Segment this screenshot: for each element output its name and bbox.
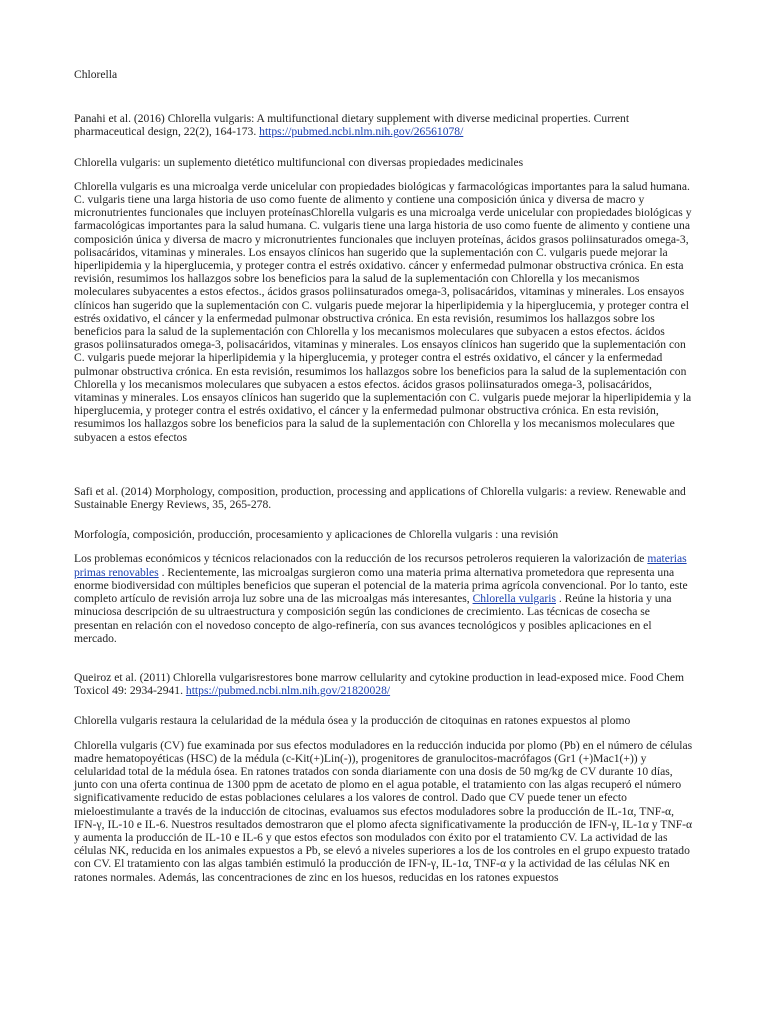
citation <box>74 112 696 138</box>
citation: Safi et al. (2014) Morphology, composition, production, processing and applications of Chlorella vulgaris: a review. Renewable and Sustainable Energy Reviews, 35, 265-278. <box>74 484 686 512</box>
citation-text: Panahi et al. (2016) Chlorella vulgaris: A multifunctional dietary supplement with diverse medicinal properties. Current pharmaceutical design, 22(2), 164-173. <box>74 112 630 139</box>
abstract-part: . Reúne la historia y una minuciosa descripción de su ultraestructura y composición según las condiciones de crecimiento. Las técnicas de cosecha se presentan en relación con el novedoso concepto de algo-refinería, con sus avances tecnológicos y posibles aplicaciones en el mercado. <box>74 592 672 645</box>
translated-title: Chlorella vulgaris restaura la celularidad de la médula ósea y la producción de citoquinas en ratones expuestos al plomo <box>74 714 631 728</box>
citation-text: Queiroz et al. (2011) Chlorella vulgarisrestores bone marrow cellularity and cytokine production in lead-exposed mice. Food Chem Toxicol 49: 2934-2941. <box>74 670 684 698</box>
citation <box>74 671 696 697</box>
abstract-text: Chlorella vulgaris es una microalga verde unicelular con propiedades biológicas y farmacológicas importantes para la salud humana. C. vulgaris tiene una larga historia de uso como fuente de alimento y contiene una composición única y diversa de macro y micronutrientes funcionales que incluyen proteínasChlorella vulgaris es una microalga verde unicelular con propiedades biológicas y farmacológicas importantes para la salud humana. C. vulgaris tiene una larga historia de uso como fuente de alimento y contiene una composición única y diversa de macro y micronutrientes funcionales que incluyen proteínas, ácidos grasos poliinsaturados omega-3, polisacáridos, vitaminas y minerales. Los ensayos clínicos han sugerido que la suplementación con C. vulgaris puede mejorar la hiperlipidemia y la hiperglucemia, y proteger contra el estrés oxidativo. cáncer y enfermedad pulmonar obstructiva crónica. En esta revisión, resumimos los hallazgos sobre los beneficios para la salud de la suplementación con Chlorella y los mecanismos moleculares subyacentes a estos efectos., ácidos grasos poliinsaturados omega-3, polisacáridos, vitaminas y minerales. Los ensayos clínicos han sugerido que la suplementación con C. vulgaris puede mejorar la hiperlipidemia y la hiperglucemia, y proteger contra el estrés oxidativo, el cáncer y la enfermedad pulmonar obstructiva crónica. En esta revisión, resumimos los hallazgos sobre los beneficios para la salud de la suplementación con Chlorella y los mecanismos moleculares que subyacen a estos efectos. ácidos grasos poliinsaturados omega-3, polisacáridos, vitaminas y minerales. Los ensayos clínicos han sugerido que la suplementación con C. vulgaris puede mejorar la hiperlipidemia y la hiperglucemia, y proteger contra el estrés oxidativo, el cáncer y la enfermedad pulmonar obstructiva crónica. En esta revisión, resumimos los hallazgos sobre los beneficios para la salud de la suplementación con Chlorella y los mecanismos moleculares que subyacen a estos efectos. ácidos grasos poliinsaturados omega-3, polisacáridos, vitaminas y minerales. Los ensayos clínicos han sugerido que la suplementación con C. vulgaris puede mejorar la hiperlipidemia y la hiperglucemia, y proteger contra el estrés oxidativo, el cáncer y la enfermedad pulmonar obstructiva crónica. En esta revisión, resumimos los hallazgos sobre los beneficios para la salud de la suplementación con Chlorella y los mecanismos moleculares que subyacen a estos efectos <box>74 179 692 444</box>
translated-title: Morfología, composición, producción, procesamiento y aplicaciones de Chlorella vulgaris : una revisión <box>74 528 559 542</box>
document-page <box>74 68 696 884</box>
pubmed-link[interactable]: https://pubmed.ncbi.nlm.nih.gov/21820028/ <box>185 684 391 698</box>
reference-safi <box>74 485 696 645</box>
abstract-text <box>74 552 696 644</box>
abstract-part: Los problemas económicos y técnicos relacionados con la reducción de los recursos petroleros requieren la valorización de <box>74 552 648 566</box>
abstract-part: . Recientemente, las microalgas surgieron como una materia prima alternativa prometedora que representa una enorme biodiversidad con múltiples beneficios que superan el potencial de la materia prima agrícola convencional. Por lo tanto, este completo artículo de revisión arroja luz sobre una de las microalgas más interesantes, <box>74 565 688 606</box>
abstract-text: Chlorella vulgaris (CV) fue examinada por sus efectos moduladores en la reducción inducida por plomo (Pb) en el número de células madre hematopoyéticas (HSC) de la médula (c-Kit(+)Lin(-)), progenitores de granulocitos-macrófagos (Gr1 (+)Mac1(+)) y celularidad total de la médula ósea. En ratones tratados con sonda diariamente con una dosis de 50 mg/kg de CV durante 10 días, junto con una oferta continua de 1300 ppm de acetato de plomo en el agua potable, el tratamiento con las algas recuperó el número significativamente reducido de estas poblaciones celulares a los valores de control. Dado que CV puede tener un efecto mieloestimulante a través de la inducción de citocinas, evaluamos sus efectos moduladores sobre la producción de IL-1α, TNF-α, IFN-γ, IL-10 e IL-6. Nuestros resultados demostraron que el plomo afecta significativamente la producción de IFN-γ, IL-1α y TNF-α y aumenta la producción de IL-10 e IL-6 y que estos efectos son modulados con éxito por el tratamiento CV. La actividad de las células NK, reducida en los animales expuestos a Pb, se elevó a niveles superiores a los de los controles en el grupo expuesto tratado con CV. El tratamiento con las algas también estimuló la producción de IFN-γ, IL-1α, TNF-α y la actividad de las células NK en ratones normales. Además, las concentraciones de zinc en los huesos, reducidas en los ratones expuestos <box>74 738 693 884</box>
chlorella-vulgaris-link[interactable]: Chlorella vulgaris <box>472 592 556 606</box>
renewable-feedstocks-link[interactable]: materias primas renovables <box>74 552 687 579</box>
translated-title: Chlorella vulgaris: un suplemento dietético multifuncional con diversas propiedades medicinales <box>74 155 524 169</box>
pubmed-link[interactable]: https://pubmed.ncbi.nlm.nih.gov/26561078/ <box>259 125 464 139</box>
document-title: Chlorella <box>74 68 118 81</box>
reference-queiroz <box>74 671 696 884</box>
reference-panahi <box>74 112 696 444</box>
